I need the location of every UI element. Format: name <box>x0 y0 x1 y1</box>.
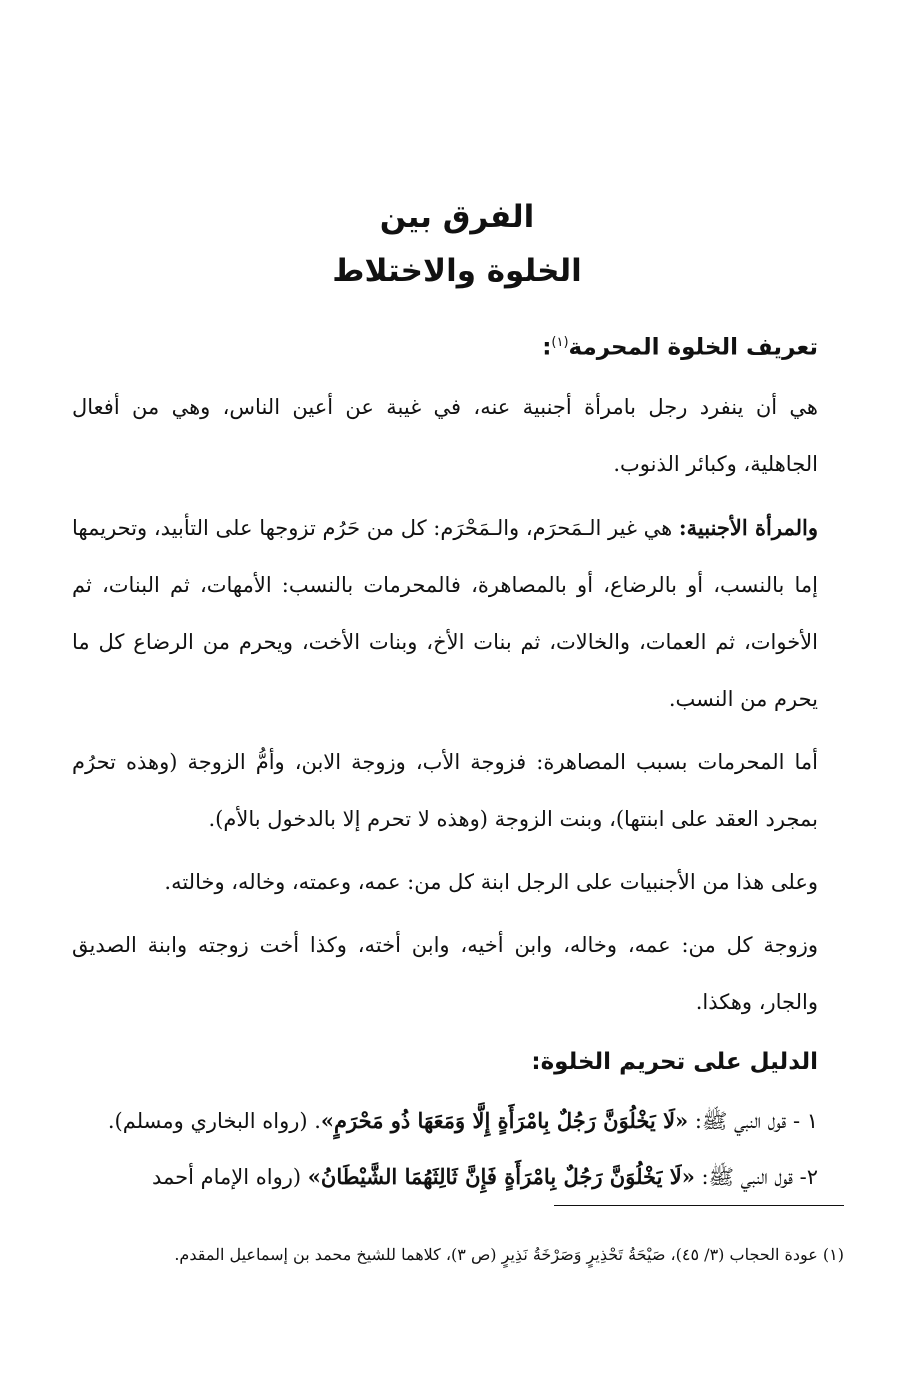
heading-colon: : <box>542 334 552 361</box>
musahara-paragraph: أما المحرمات بسبب المصاهرة: فزوجة الأب، وزوجة الابن، وأمُّ الزوجة (وهذه تحرُم بمجرد العقد على ابنتها)، وبنت الزوجة (وهذه لا تحرم إلا بالدخول بالأم). <box>72 749 818 831</box>
hadith-item-2-prefix: ٢- قول النبي ﷺ: <box>694 1164 818 1189</box>
hadith-item-1-suffix: . (رواه البخاري ومسلم). <box>107 1108 321 1133</box>
footnote-reference: (١) <box>551 335 569 350</box>
page-body <box>72 318 818 1205</box>
chapter-title-line-2: الخلوة والاختلاط <box>332 253 582 289</box>
footnote: (١) عودة الحجاب (٣/ ٤٥)، صَيْحَةُ تَحْذِيرٍ وَصَرْخَةُ نَذِيرٍ (ص ٣)، كلاهما للشيخ محمد بن إسماعيل المقدم. <box>174 1245 844 1264</box>
ajnabiya-paragraph <box>72 499 818 728</box>
chapter-title <box>0 190 914 298</box>
section-heading-definition-text: تعريف الخلوة المحرمة <box>568 334 818 361</box>
chapter-title-line-1: الفرق بين <box>379 199 535 235</box>
section-heading-evidence: الدليل على تحريم الخلوة: <box>531 1048 818 1075</box>
hadith-item-2-suffix: (رواه الإمام أحمد <box>152 1164 308 1189</box>
hadith-item-2-quote: «لَا يَخْلُوَنَّ رَجُلٌ بِامْرَأَةٍ فَإِنَّ ثَالِثَهُمَا الشَّيْطَانُ» <box>307 1163 695 1189</box>
zawja-paragraph: وزوجة كل من: عمه، وخاله، وابن أخيه، وابن أخته، وكذا أخت زوجته وابنة الصديق والجار، وهكذا. <box>72 932 818 1014</box>
footnote-separator <box>554 1205 844 1206</box>
section-heading-definition <box>72 318 818 373</box>
ajnabiya-lead: والمرأة الأجنبية: <box>678 514 818 540</box>
hadith-item-2 <box>72 1149 818 1205</box>
ajnabiyat-paragraph: وعلى هذا من الأجنبيات على الرجل ابنة كل من: عمه، وعمته، وخاله، وخالته. <box>164 869 818 894</box>
hadith-item-1 <box>72 1093 818 1149</box>
hadith-item-1-prefix: ١ - قول النبي ﷺ: <box>688 1108 818 1133</box>
ajnabiya-text: هي غير الـمَحرَم، والـمَحْرَم: كل من حَرُم تزوجها على التأبيد، وتحريمها إما بالنسب، أو بالرضاع، أو بالمصاهرة، فالمحرمات بالنسب: الأمهات، ثم البنات، ثم الأخوات، ثم العمات، والخالات، ثم بنات الأخ، وبنات الأخت، ويحرم من الرضاع كل ما يحرم من النسب. <box>72 515 818 711</box>
definition-paragraph: هي أن ينفرد رجل بامرأة أجنبية عنه، في غيبة عن أعين الناس، وهي من أفعال الجاهلية، وكبائر الذنوب. <box>72 394 818 476</box>
hadith-item-1-quote: «لَا يَخْلُوَنَّ رَجُلٌ بِامْرَأَةٍ إِلَّا وَمَعَهَا ذُو مَحْرَمٍ» <box>320 1107 689 1133</box>
